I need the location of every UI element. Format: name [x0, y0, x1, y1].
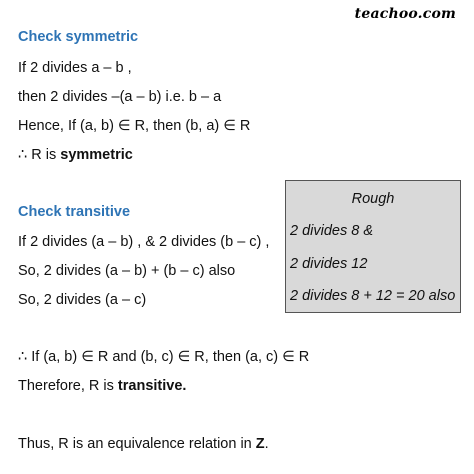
transitive-line-3: So, 2 divides (a – c) — [18, 292, 147, 308]
rough-title: Rough — [351, 191, 395, 207]
transitive-heading: Check transitive — [18, 204, 131, 220]
symmetric-conclusion-prefix: ∴ R is — [18, 147, 61, 163]
symmetric-conclusion — [18, 146, 133, 164]
final-conclusion-prefix: Thus, R is an equivalence relation in — [18, 436, 256, 452]
final-conclusion-set: Z — [255, 436, 265, 452]
symmetric-line-2: then 2 divides –(a – b) i.e. b – a — [18, 89, 222, 105]
symmetric-heading: Check symmetric — [18, 29, 139, 45]
transitive-conclusion — [18, 377, 186, 395]
transitive-line-4: ∴ If (a, b) ∈ R and (b, c) ∈ R, then (a, c) ∈ R — [18, 349, 310, 365]
symmetric-line-1: If 2 divides a – b , — [18, 60, 132, 76]
rough-line-1: 2 divides 8 & — [290, 223, 374, 239]
final-conclusion — [18, 435, 269, 453]
teachoo-watermark: teachoo.com — [354, 6, 456, 22]
symmetric-conclusion-bold: symmetric — [60, 147, 133, 163]
rough-work-box — [285, 180, 461, 313]
rough-line-3: 2 divides 8 + 12 = 20 also — [290, 288, 456, 304]
rough-line-2: 2 divides 12 — [290, 256, 368, 272]
symmetric-line-3: Hence, If (a, b) ∈ R, then (b, a) ∈ R — [18, 118, 251, 134]
transitive-line-2: So, 2 divides (a – b) + (b – c) also — [18, 263, 236, 279]
transitive-conclusion-prefix: Therefore, R is — [18, 378, 118, 394]
transitive-line-1: If 2 divides (a – b) , & 2 divides (b – c) , — [18, 234, 270, 250]
final-conclusion-suffix: . — [264, 436, 269, 452]
transitive-conclusion-bold: transitive. — [117, 378, 187, 394]
